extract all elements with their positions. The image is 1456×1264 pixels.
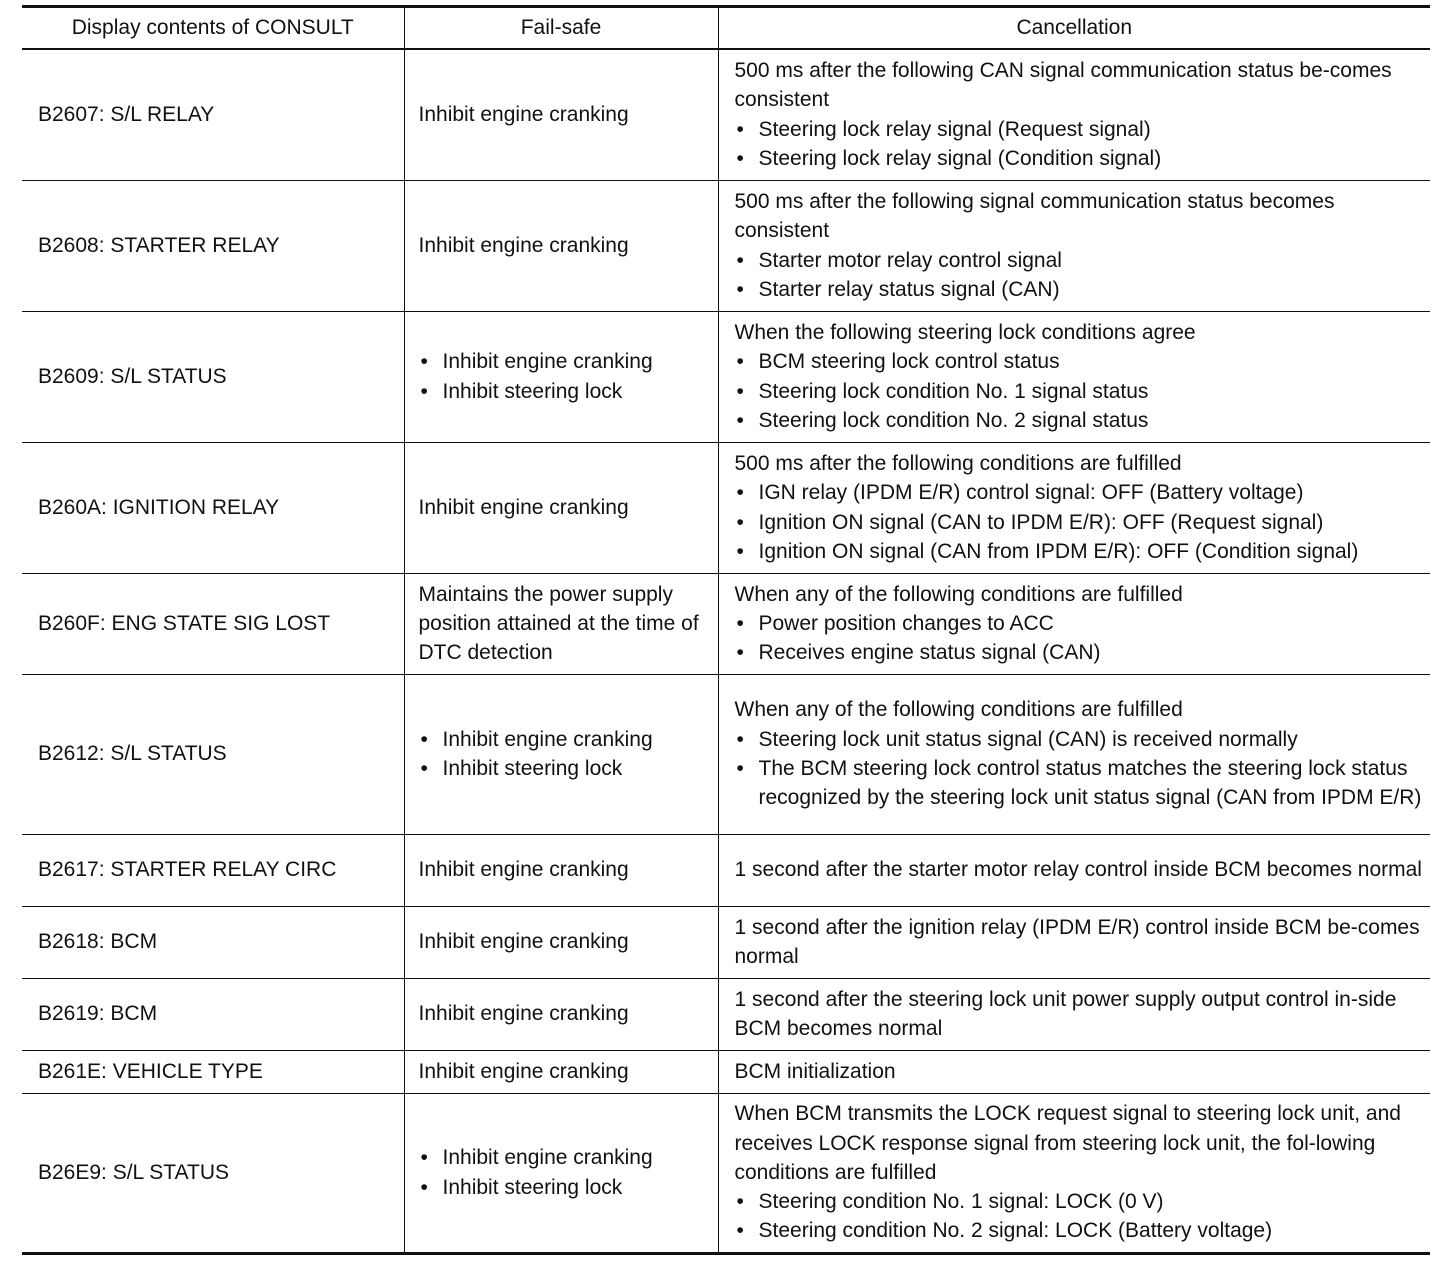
cancellation-cell: [718, 978, 1430, 1050]
cancellation-text: 500 ms after the following signal communication status becomes consistent: [734, 189, 1335, 243]
table-row: [22, 1093, 1430, 1253]
cancellation-cell: [718, 311, 1430, 442]
list-item: • Inhibit steering lock: [419, 754, 710, 783]
dtc-display-cell: B260F: ENG STATE SIG LOST: [22, 573, 404, 674]
cancellation-cell: [718, 49, 1430, 180]
table-row: [22, 573, 1430, 674]
cancellation-text: 1 second after the starter motor relay control inside BCM becomes normal: [734, 858, 1422, 882]
list-item: • Steering condition No. 2 signal: LOCK (Battery voltage): [735, 1216, 1423, 1245]
dtc-display-cell: B2608: STARTER RELAY: [22, 180, 404, 311]
cancellation-list: [735, 115, 1423, 174]
cancellation-text: When BCM transmits the LOCK request signal to steering lock unit, and receives LOCK response signal from steering lock unit, the fol-lowing conditions are fulfilled: [734, 1102, 1401, 1184]
dtc-display-cell: B26E9: S/L STATUS: [22, 1093, 404, 1253]
list-item: • Power position changes to ACC: [735, 609, 1423, 638]
list-item: • Steering lock relay signal (Request signal): [735, 115, 1423, 144]
cancellation-text: 1 second after the steering lock unit power supply output control in-side BCM becomes normal: [734, 987, 1397, 1040]
table-row: [22, 180, 1430, 311]
fail-safe-cell: Inhibit engine cranking: [404, 978, 718, 1050]
dtc-display-cell: B261E: VEHICLE TYPE: [22, 1050, 404, 1093]
list-item: • Starter motor relay control signal: [735, 246, 1423, 275]
cancellation-text: When any of the following conditions are fulfilled: [734, 698, 1183, 722]
dtc-display-cell: B2619: BCM: [22, 978, 404, 1050]
cancellation-list: [735, 725, 1423, 813]
fail-safe-cell: Inhibit engine cranking: [404, 180, 718, 311]
dtc-display-cell: B260A: IGNITION RELAY: [22, 442, 404, 573]
fail-safe-cell: Maintains the power supply position attained at the time of DTC detection: [404, 573, 718, 674]
cancellation-list: [735, 478, 1423, 566]
cancellation-cell: [718, 906, 1430, 978]
cancellation-list: [735, 347, 1423, 435]
header-fail-safe: Fail-safe: [404, 7, 718, 50]
fail-safe-cell: Inhibit engine cranking: [404, 49, 718, 180]
list-item: • Steering condition No. 1 signal: LOCK (0 V): [735, 1187, 1423, 1216]
cancellation-cell: [718, 573, 1430, 674]
list-item: • Ignition ON signal (CAN from IPDM E/R): OFF (Condition signal): [735, 537, 1423, 566]
dtc-display-cell: B2607: S/L RELAY: [38, 103, 215, 127]
fail-safe-cell: [404, 311, 718, 442]
table-header-row: [22, 7, 1430, 50]
cancellation-text: When any of the following conditions are fulfilled: [734, 582, 1183, 606]
table-row: [22, 311, 1430, 442]
dtc-display-cell: B2612: S/L STATUS: [22, 674, 404, 834]
list-item: • Inhibit engine cranking: [419, 1143, 710, 1172]
cancellation-text: 1 second after the ignition relay (IPDM E/R) control inside BCM be-comes normal: [734, 915, 1420, 968]
fail-safe-list: [419, 1143, 710, 1202]
fail-safe-cell: Inhibit engine cranking: [404, 1050, 718, 1093]
cancellation-cell: [718, 1093, 1430, 1253]
list-item: • Steering lock condition No. 1 signal status: [735, 377, 1423, 406]
cancellation-cell: [718, 442, 1430, 573]
list-item: • Ignition ON signal (CAN to IPDM E/R): OFF (Request signal): [735, 508, 1423, 537]
fail-safe-table: [22, 5, 1430, 1255]
fail-safe-cell: [404, 1093, 718, 1253]
list-item: • Steering lock condition No. 2 signal status: [735, 406, 1423, 435]
table-body: [22, 49, 1430, 1253]
cancellation-list: [735, 609, 1423, 668]
header-cancellation: Cancellation: [718, 7, 1430, 50]
dtc-display-cell: B2618: BCM: [22, 906, 404, 978]
table-row: [22, 442, 1430, 573]
fail-safe-cell: Inhibit engine cranking: [404, 906, 718, 978]
cancellation-list: [735, 246, 1423, 305]
table-row: [22, 674, 1430, 834]
list-item: • Starter relay status signal (CAN): [735, 275, 1423, 304]
dtc-display-cell: B2609: S/L STATUS: [22, 311, 404, 442]
cancellation-text: BCM initialization: [734, 1059, 896, 1083]
cancellation-text: 500 ms after the following CAN signal communication status be-comes consistent: [734, 59, 1392, 112]
list-item: • Inhibit steering lock: [419, 377, 710, 406]
list-item: • Inhibit engine cranking: [419, 725, 710, 754]
cancellation-cell: [718, 674, 1430, 834]
cancellation-cell: [718, 1050, 1430, 1093]
list-item: • BCM steering lock control status: [735, 347, 1423, 376]
list-item: • Steering lock unit status signal (CAN) is received normally: [735, 725, 1423, 754]
cancellation-cell: [718, 834, 1430, 906]
table-row: [22, 834, 1430, 906]
fail-safe-cell: Inhibit engine cranking: [404, 834, 718, 906]
fail-safe-cell: Inhibit engine cranking: [404, 442, 718, 573]
table-row: [22, 906, 1430, 978]
list-item: • IGN relay (IPDM E/R) control signal: OFF (Battery voltage): [735, 478, 1423, 507]
fail-safe-list: [419, 725, 710, 784]
header-display-contents: Display contents of CONSULT: [22, 7, 404, 50]
list-item: • The BCM steering lock control status matches the steering lock status recognized by the steering lock unit status signal (CAN from IPDM E/R): [735, 754, 1423, 813]
fail-safe-list: [419, 347, 710, 406]
list-item: • Steering lock relay signal (Condition signal): [735, 144, 1423, 173]
cancellation-text: 500 ms after the following conditions are fulfilled: [734, 451, 1182, 475]
table-row: [22, 978, 1430, 1050]
table-row: [22, 1050, 1430, 1093]
list-item: • Inhibit engine cranking: [419, 347, 710, 376]
list-item: • Inhibit steering lock: [419, 1173, 710, 1202]
dtc-display-cell: B2617: STARTER RELAY CIRC: [22, 834, 404, 906]
cancellation-list: [735, 1187, 1423, 1246]
cancellation-text: When the following steering lock conditions agree: [734, 320, 1196, 344]
list-item: • Receives engine status signal (CAN): [735, 638, 1423, 667]
table-row: [22, 49, 1430, 180]
fail-safe-cell: [404, 674, 718, 834]
cancellation-cell: [718, 180, 1430, 311]
